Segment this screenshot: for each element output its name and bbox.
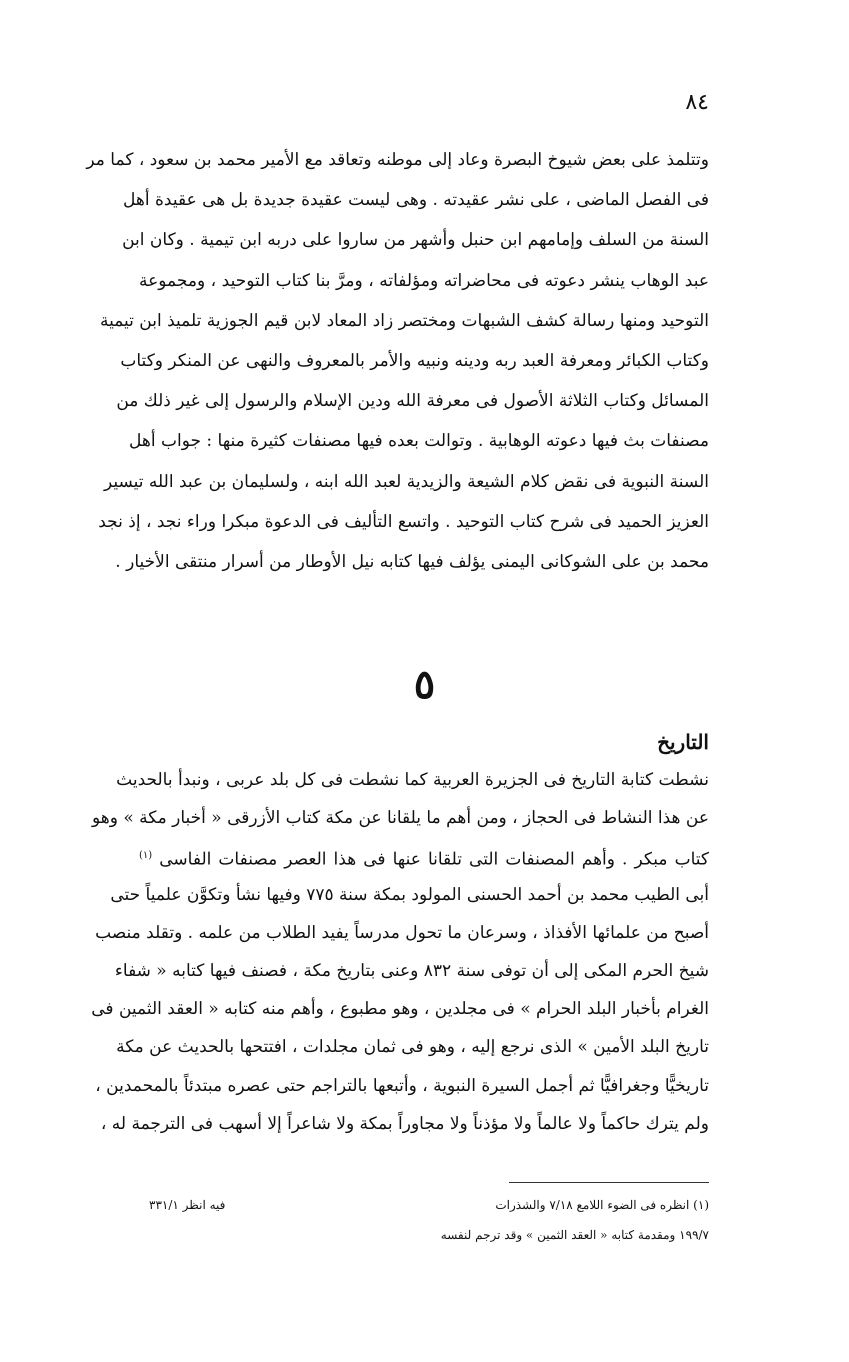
text-line: شيخ الحرم المكى إلى أن توفى سنة ٨٣٢ وعنى بتاريخ مكة ، فصنف فيها كتابه « شفاء — [114, 960, 709, 981]
paragraph-1 — [86, 140, 709, 582]
footnote-text: فيه انظر ٣٣١/١ — [149, 1198, 226, 1212]
text-line: المسائل وكتاب الثلاثة الأصول فى معرفة الله ودين الإسلام والرسول إلى غير ذلك من — [116, 391, 709, 412]
text-line-content: كتاب مبكر . وأهم المصنفات التى تلقانا عنها فى هذا العصر مصنفات الفاسى — [159, 850, 710, 871]
text-line: السنة من السلف وإمامهم ابن حنبل وأشهر من ساروا على دربه ابن تيمية . وكان ابن — [122, 230, 709, 251]
footnote-divider — [509, 1182, 709, 1183]
text-line-with-footnote — [139, 837, 709, 875]
text-line: عبد الوهاب ينشر دعوته فى محاضراته ومؤلفاته ، ومرَّ بنا كتاب التوحيد ، ومجموعة — [139, 270, 709, 291]
footnote-marker: (١) — [139, 850, 153, 862]
text-line: تاريخيًّا وجغرافيًّا ثم أجمل السيرة النبوية ، وأتبعها بالتراجم حتى عصره مبتدئاً بالمحمدين ، — [95, 1075, 709, 1096]
footnote-line — [149, 1190, 709, 1220]
footnotes — [149, 1190, 709, 1250]
paragraph-2 — [91, 761, 710, 1143]
section-number: ٥ — [413, 661, 436, 708]
text-line: العزيز الحميد فى شرح كتاب التوحيد . واتسع التأليف فى الدعوة مبكرا وراء نجد ، إذ نجد — [98, 511, 709, 532]
text-line: نشطت كتابة التاريخ فى الجزيرة العربية كما نشطت فى كل بلد عربى ، ونبدأ بالحديث — [116, 770, 709, 790]
text-line: مصنفات بث فيها دعوته الوهابية . وتوالت بعده فيها مصنفات كثيرة منها : جواب أهل — [129, 431, 709, 452]
text-line: وكتاب الكبائر ومعرفة العبد ربه ودينه ونبيه والأمر بالمعروف والنهى عن المنكر وكتاب — [120, 350, 709, 371]
text-line: ولم يترك حاكماً ولا عالماً ولا مؤذناً ولا مجاوراً بمكة ولا شاعراً إلا أسهب فى الترجمة له ، — [100, 1113, 709, 1134]
text-line: التوحيد ومنها رسالة كشف الشبهات ومختصر زاد المعاد لابن قيم الجوزية تلميذ ابن تيمية — [99, 310, 709, 331]
text-line: السنة النبوية فى نقض كلام الشيعة والزيدية لعبد الله ابنه ، ولسليمان بن عبد الله تيسير — [103, 471, 709, 492]
text-line: وتتلمذ على بعض شيوخ البصرة وعاد إلى موطنه وتعاقد مع الأمير محمد بن سعود ، كما مر — [86, 150, 709, 170]
section-heading: التاريخ — [657, 730, 709, 754]
text-line: محمد بن على الشوكانى اليمنى يؤلف فيها كتابه نيل الأوطار من أسرار منتقى الأخيار . — [115, 551, 709, 572]
text-line: الغرام بأخبار البلد الحرام » فى مجلدين ، وهو مطبوع ، وأهم منه كتابه « العقد الثمين فى — [91, 999, 709, 1020]
page-number: ٨٤ — [685, 90, 709, 115]
footnote-line: ١٩٩/٧ ومقدمة كتابه « العقد الثمين » وقد ترجم لنفسه — [440, 1228, 709, 1242]
text-line: فى الفصل الماضى ، على نشر عقيدته . وهى ليست عقيدة جديدة بل هى عقيدة أهل — [123, 190, 709, 211]
text-line: عن هذا النشاط فى الحجاز ، ومن أهم ما يلقانا عن مكة كتاب الأزرقى « أخبار مكة » وهو — [91, 808, 709, 829]
footnote-text: (١) انظره فى الضوء اللامع ٧/١٨ والشذرات — [495, 1198, 709, 1212]
text-line: أبى الطيب محمد بن أحمد الحسنى المولود بمكة سنة ٧٧٥ وفيها نشأ وتكوَّن علمياً حتى — [110, 884, 709, 905]
text-line: أصبح من علمائها الأفذاذ ، وسرعان ما تحول مدرساً يفيد الطلاب من علمه . وتقلد منصب — [95, 922, 709, 943]
text-line: تاريخ البلد الأمين » الذى نرجع إليه ، وهو فى ثمان مجلدات ، افتتحها بالحديث عن مكة — [116, 1037, 709, 1058]
